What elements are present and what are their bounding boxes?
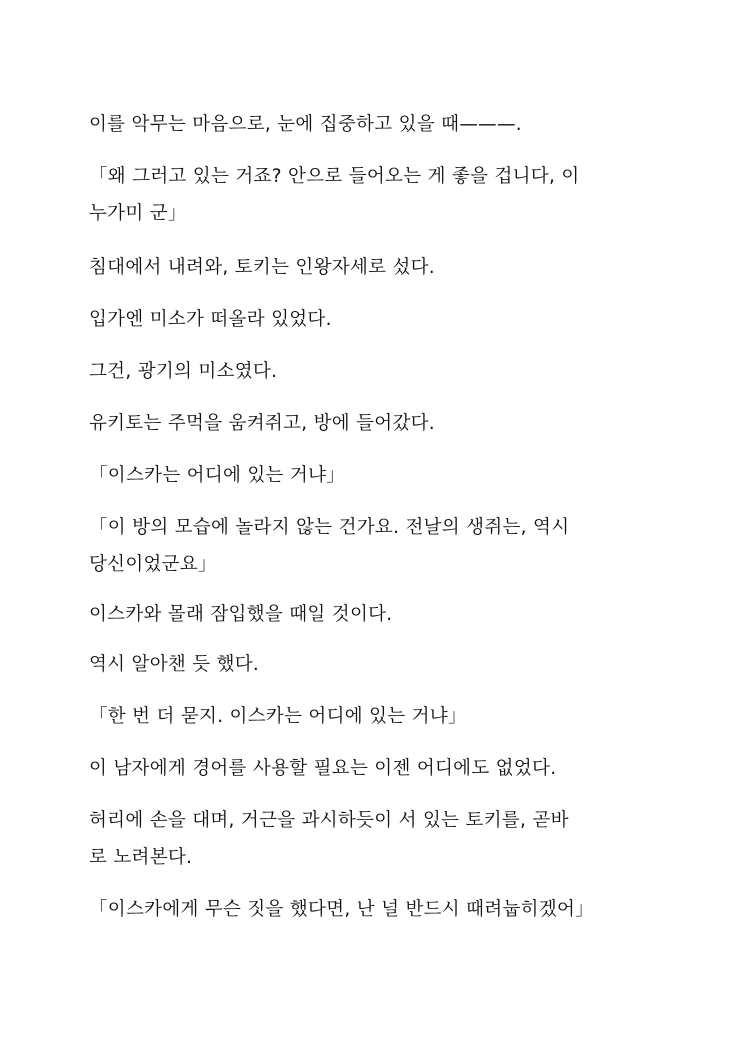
paragraph-12 xyxy=(89,750,659,787)
line: 누가미 군」 xyxy=(89,203,187,224)
line: 이 남자에게 경어를 사용할 필요는 이젠 어디에도 없었다. xyxy=(89,758,557,779)
paragraph-8 xyxy=(89,509,659,583)
paragraph-2 xyxy=(89,158,659,232)
paragraph-14 xyxy=(89,891,659,928)
document-page xyxy=(89,0,659,1041)
line: 입가엔 미소가 떠올라 있었다. xyxy=(89,309,332,330)
line: 당신이었군요」 xyxy=(89,554,217,575)
line: 「이스카는 어디에 있는 거냐」 xyxy=(89,465,346,486)
paragraph-13 xyxy=(89,802,659,876)
paragraph-7 xyxy=(89,457,659,494)
paragraph-10 xyxy=(89,646,659,683)
line: 침대에서 내려와, 토키는 인왕자세로 섰다. xyxy=(89,257,435,278)
paragraph-4 xyxy=(89,301,659,338)
paragraph-3 xyxy=(89,249,659,286)
paragraph-11 xyxy=(89,698,659,735)
paragraph-6 xyxy=(89,405,659,442)
line: 「왜 그러고 있는 거죠? 안으로 들어오는 게 좋을 겁니다, 이 xyxy=(89,166,580,187)
line: 허리에 손을 대며, 거근을 과시하듯이 서 있는 토키를, 곧바 xyxy=(89,810,569,831)
line: 역시 알아챈 듯 했다. xyxy=(89,654,260,675)
line: 「한 번 더 묻지. 이스카는 어디에 있는 거냐」 xyxy=(89,706,467,727)
paragraph-9 xyxy=(89,596,659,633)
line: 유키토는 주먹을 움켜쥐고, 방에 들어갔다. xyxy=(89,413,435,434)
line: 그건, 광기의 미소였다. xyxy=(89,361,278,382)
line: 이를 악무는 마음으로, 눈에 집중하고 있을 때———. xyxy=(89,114,522,135)
line: 「이스카에게 무슨 짓을 했다면, 난 널 반드시 때려눕히겠어」 xyxy=(89,899,594,920)
paragraph-5 xyxy=(89,353,659,390)
line: 이스카와 몰래 잠입했을 때일 것이다. xyxy=(89,604,393,625)
line: 「이 방의 모습에 놀라지 않는 건가요. 전날의 생쥐는, 역시 xyxy=(89,517,570,538)
line: 로 노려본다. xyxy=(89,847,193,868)
paragraph-1 xyxy=(89,106,659,143)
